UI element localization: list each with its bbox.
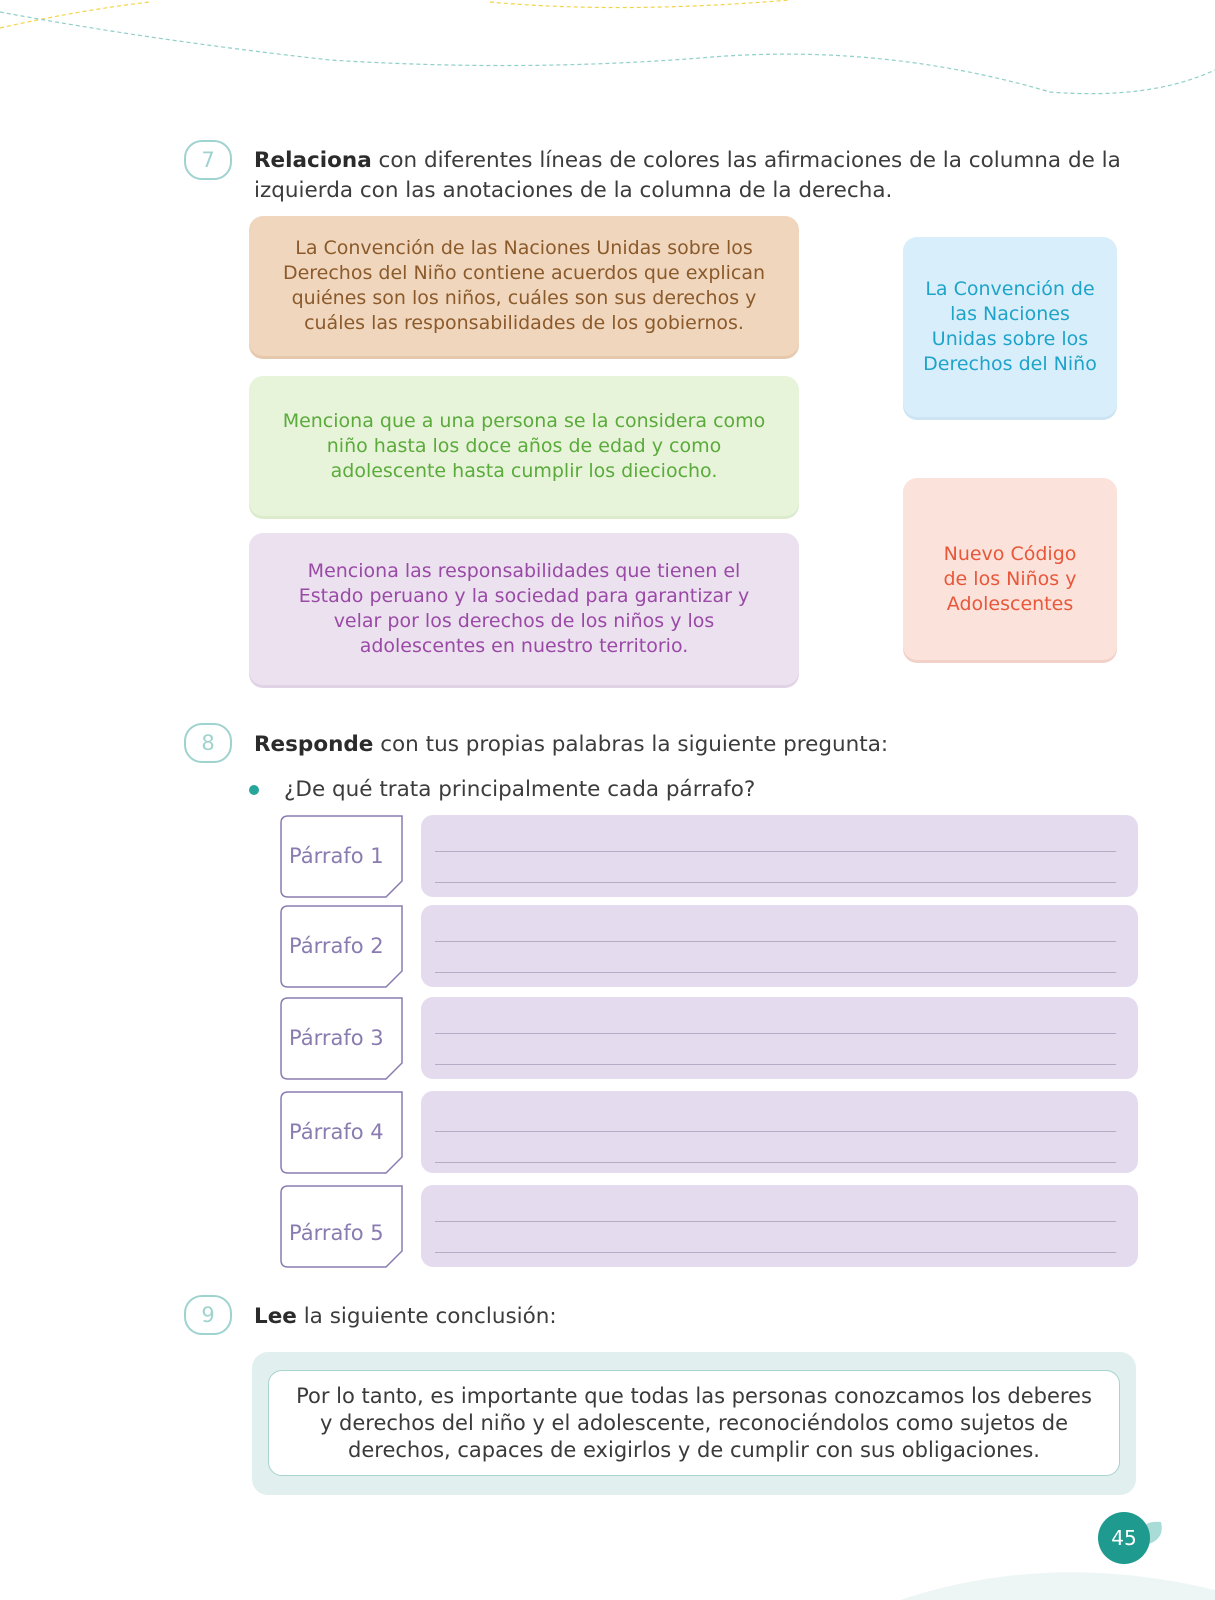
left-card-text: Menciona las responsabilidades que tienen el Estado peruano y la sociedad para garantizar y velar por los derechos de los niños y los adolescentes en nuestro territorio. <box>298 560 750 657</box>
paragraph-row-1 <box>280 815 1138 899</box>
paragraph-label: Párrafo 5 <box>289 1221 384 1245</box>
answer-field[interactable] <box>421 997 1138 1079</box>
activity-8-text: con tus propias palabras la siguiente pregunta: <box>373 732 889 757</box>
paragraph-row-2 <box>280 905 1138 989</box>
bullet-dot <box>249 785 259 795</box>
paragraph-label: Párrafo 1 <box>289 844 384 868</box>
right-card-nuevo-codigo[interactable] <box>903 478 1117 660</box>
activity-7-number: 7 <box>184 140 232 180</box>
left-card-responsibilities[interactable] <box>249 533 799 685</box>
right-card-text: La Convención de las Naciones Unidas sobre los Derechos del Niño <box>923 278 1097 375</box>
paragraph-tag <box>280 1185 404 1267</box>
left-card-convention[interactable] <box>249 216 799 356</box>
left-card-text: Menciona que a una persona se la considera como niño hasta los doce años de edad y como adolescente hasta cumplir los dieciocho. <box>282 409 766 482</box>
paragraph-tag <box>280 1091 404 1173</box>
paragraph-row-4 <box>280 1091 1138 1175</box>
activity-7-text: con diferentes líneas de colores las afirmaciones de la columna de la izquierda con las anotaciones de la columna de la derecha. <box>254 148 1121 203</box>
conclusion-text: Por lo tanto, es importante que todas las personas conozcamos los deberes y derechos del niño y el adolescente, reconociéndolos como sujetos de derechos, capaces de exigirlos y de cumplir con sus obligaciones. <box>296 1383 1092 1462</box>
conclusion-box <box>268 1370 1120 1476</box>
paragraph-label: Párrafo 3 <box>289 1026 384 1050</box>
bottom-decoration <box>900 1560 1215 1600</box>
paragraph-label: Párrafo 4 <box>289 1120 384 1144</box>
left-card-text: La Convención de las Naciones Unidas sobre los Derechos del Niño contiene acuerdos que explican quiénes son los niños, cuáles son sus derechos y cuáles las responsabilidades de los gobiernos. <box>282 237 766 334</box>
activity-9-number: 9 <box>184 1295 232 1335</box>
right-card-text: Nuevo Código de los Niños y Adolescentes <box>943 543 1077 615</box>
paragraph-tag <box>280 997 404 1079</box>
paragraph-label: Párrafo 2 <box>289 934 384 958</box>
activity-8-verb: Responde <box>254 732 374 757</box>
answer-field[interactable] <box>421 1185 1138 1267</box>
paragraph-tag <box>280 815 404 897</box>
answer-field[interactable] <box>421 1091 1138 1173</box>
paragraph-tag <box>280 905 404 987</box>
answer-field[interactable] <box>421 905 1138 987</box>
top-decoration <box>0 0 1215 110</box>
activity-9-text: la siguiente conclusión: <box>296 1304 557 1329</box>
activity-8-instruction <box>254 730 1134 760</box>
answer-field[interactable] <box>421 815 1138 897</box>
paragraph-row-5 <box>280 1185 1138 1269</box>
activity-9-verb: Lee <box>254 1304 297 1329</box>
page-number: 45 <box>1098 1512 1150 1564</box>
activity-8-question: ¿De qué trata principalmente cada párrafo? <box>284 777 756 802</box>
left-card-age-definition[interactable] <box>249 376 799 516</box>
paragraph-row-3 <box>280 997 1138 1081</box>
activity-7-instruction <box>254 146 1134 206</box>
right-card-convention[interactable] <box>903 237 1117 417</box>
activity-7-verb: Relaciona <box>254 148 372 173</box>
activity-8-number: 8 <box>184 723 232 763</box>
activity-9-instruction <box>254 1302 1134 1332</box>
